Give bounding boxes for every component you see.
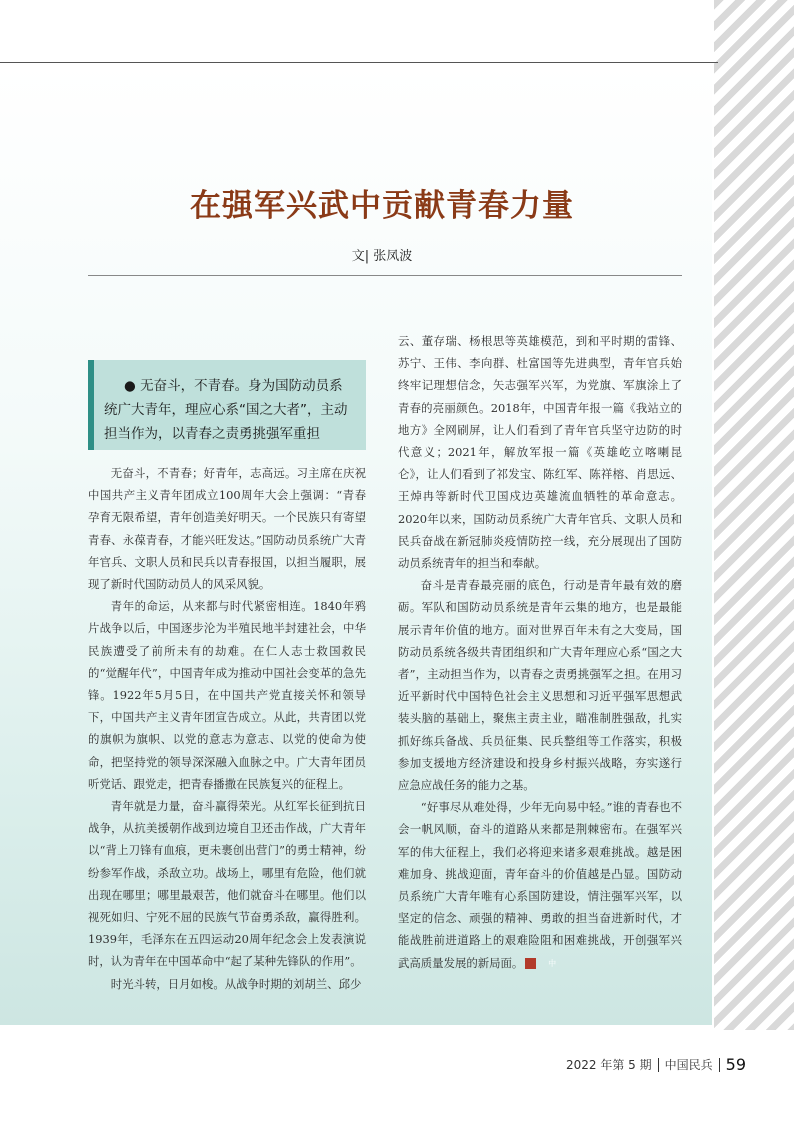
page-number: 59 <box>725 1055 746 1074</box>
paragraph-text: “好事尽从难处得，少年无向易中轻。”谁的青春也不会一帆风顺，奋斗的道路从来都是荆棘密布。在强军兴军的伟大征程上，我们必将迎来诸多艰难挑战。越是困难加身、挑战迎面，青年奋斗的价值越是凸显。国防动员系统广大青年唯有心系国防建设，情注强军兴军，以坚定的信念、顽强的精神、勇敢的担当奋进新时代，才能战胜前进道路上的艰难险阻和困难挑战，开创强军兴武高质量发展的新局面。 <box>398 800 682 970</box>
paragraph <box>398 796 682 974</box>
left-column <box>88 462 366 995</box>
paragraph-continuation: 云、董存瑞、杨根思等英雄模范，到和平时期的雷锋、苏宁、王伟、李向群、杜富国等先进典型，青年官兵始终牢记理想信念，矢志强军兴军，为党旗、军旗涂上了青春的亮丽颜色。2018年，中国青年报一篇《我站立的地方》全网刷屏，让人们看到了青年官兵坚守边防的时代意义；2021年，解放军报一篇《英雄屹立喀喇昆仑》，让人们看到了祁发宝、陈红军、陈祥榕、肖思远、王焯冉等新时代卫国戍边英雄流血牺牲的革命意志。2020年以来，国防动员系统广大青年官兵、文职人员和民兵奋战在新冠肺炎疫情防控一线，充分展现出了国防动员系统青年的担当和奉献。 <box>398 334 682 571</box>
pull-quote-text: 无奋斗，不青春。身为国防动员系统广大青年，理应心系“国之大者”，主动担当作为，以青春之责勇挑强军重担 <box>104 378 348 442</box>
issue-label: 2022 年第 5 期 <box>566 1058 652 1072</box>
paragraph: 无奋斗，不青春；好青年，志高远。习主席在庆祝中国共产主义青年团成立100周年大会上强调：“青春孕育无限希望，青年创造美好明天。一个民族只有寄望青春、永葆青春，才能兴旺发达。”国防动员系统广大青年官兵、文职人员和民兵以青春报国，以担当履职，展现了新时代国防动员人的风采风貌。 <box>88 466 366 592</box>
paragraph: 青年就是力量，奋斗赢得荣光。从红军长征到抗日战争，从抗美援朝作战到边境自卫还击作战，广大青年以“背上刀锋有血痕，更未裹创出营门”的勇士精神，纷纷参军作战，杀敌立功。战场上，哪里有危险，他们就出现在哪里；哪里最艰苦，他们就奋斗在哪里。他们以视死如归、宁死不屈的民族气节奋勇杀敌，赢得胜利。1939年，毛泽东在五四运动20周年纪念会上发表演说时，认为青年在中国革命中“起了某种先锋队的作用”。 <box>88 799 366 969</box>
paragraph: 青年的命运，从来都与时代紧密相连。1840年鸦片战争以后，中国逐步沦为半殖民地半封建社会，中华民族遭受了前所未有的劫难。在仁人志士救国救民的“觉醒年代”，中国青年成为推动中国社会变革的急先锋。1922年5月5日，在中国共产党直接关怀和领导下，中国共产主义青年团宣告成立。从此，共青团以党的旗帜为旗帜、以党的意志为意志、以党的使命为使命，把坚持党的领导深深融入血脉之中。广大青年团员听党话、跟党走，把青春播撒在民族复兴的征程上。 <box>88 599 366 791</box>
pull-quote <box>88 360 366 450</box>
decorative-stripes <box>714 0 794 1030</box>
footer-divider <box>719 1058 720 1072</box>
footer-divider <box>658 1058 659 1072</box>
paragraph: 时光斗转，日月如梭。从战争时期的刘胡兰、邱少 <box>110 976 362 991</box>
bullet-icon: ● <box>124 378 136 394</box>
right-column <box>398 330 682 974</box>
page-footer <box>566 1055 746 1074</box>
end-mark-icon: 中 <box>525 958 536 969</box>
paragraph: 奋斗是青春最亮丽的底色，行动是青年最有效的磨砺。军队和国防动员系统是青年云集的地方，也是最能展示青年价值的地方。面对世界百年未有之大变局，国防动员系统各级共青团组织和广大青年理应心系“国之大者”，主动担当作为，以青春之责勇挑强军之担。在用习近平新时代中国特色社会主义思想和习近平强军思想武装头脑的基础上，聚焦主责主业，瞄准制胜强敌，扎实抓好练兵备战、兵员征集、民兵整组等工作落实，积极参加支援地方经济建设和投身乡村振兴战略，夯实遂行应急应战任务的能力之基。 <box>398 578 682 793</box>
article-byline: 文| 张凤波 <box>351 249 413 264</box>
header-rule <box>0 62 718 63</box>
magazine-name: 中国民兵 <box>664 1058 713 1072</box>
byline-divider <box>88 275 682 276</box>
article-title: 在强军兴武中贡献青春力量 <box>190 188 574 224</box>
